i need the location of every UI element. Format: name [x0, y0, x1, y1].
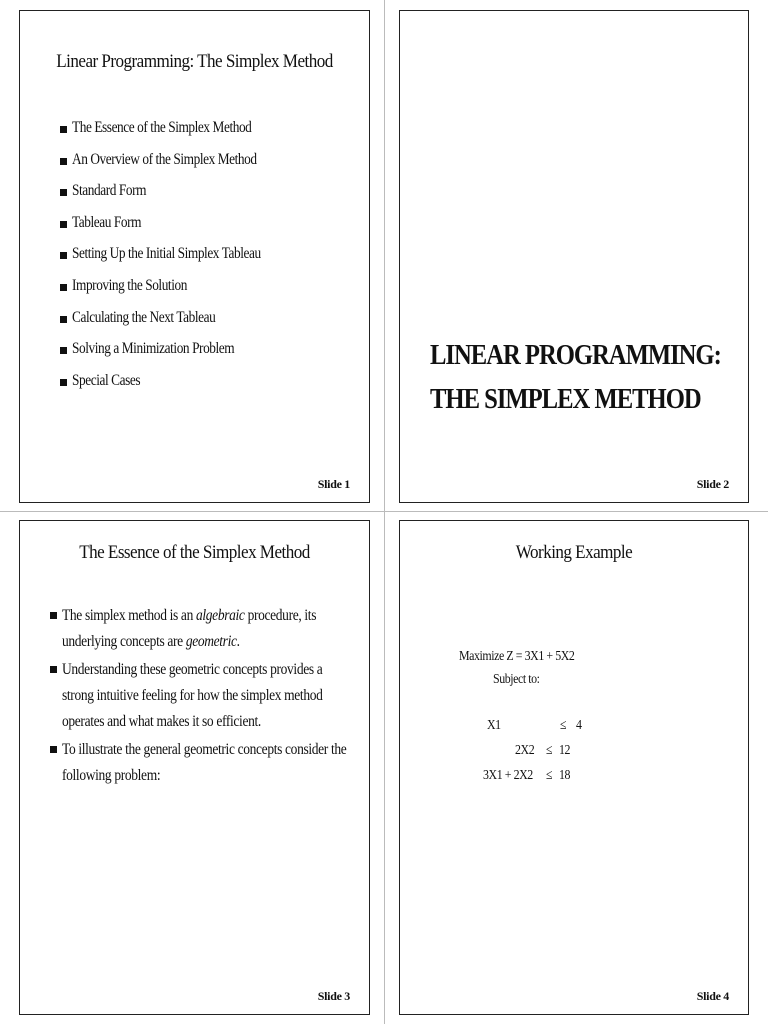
list-item: Calculating the Next Tableau	[60, 309, 360, 341]
slide-3-bullet-list	[50, 603, 350, 791]
bullet-square-icon	[50, 746, 57, 753]
list-item: Special Cases	[60, 372, 360, 404]
bullet-square-icon	[60, 221, 67, 228]
constraint-2-rhs: 12	[559, 743, 571, 758]
list-item: An Overview of the Simplex Method	[60, 151, 360, 183]
list-item: Tableau Form	[60, 214, 360, 246]
list-item: Standard Form	[60, 182, 360, 214]
slide-1	[19, 10, 370, 503]
slide-4	[399, 520, 749, 1015]
slide-2	[399, 10, 749, 503]
subject-to-label: Subject to:	[493, 672, 540, 687]
page-divider-horizontal	[0, 511, 768, 512]
bullet-square-icon	[60, 158, 67, 165]
constraint-2-lhs: 2X2	[515, 743, 535, 758]
objective-function: Maximize Z = 3X1 + 5X2	[459, 649, 575, 664]
slide-3-number: Slide 3	[317, 989, 350, 1003]
constraint-1-lhs: X1	[487, 718, 501, 733]
slide-1-title: Linear Programming: The Simplex Method	[56, 51, 333, 72]
list-item: The simplex method is an algebraic procedure, its underlying concepts are geometric.	[50, 603, 350, 655]
bullet-square-icon	[50, 612, 57, 619]
bullet-square-icon	[60, 284, 67, 291]
slide-2-title-line-1: LINEAR PROGRAMMING:	[430, 339, 721, 371]
slide-3-title: The Essence of the Simplex Method	[79, 542, 310, 563]
bullet-square-icon	[60, 347, 67, 354]
slide-2-number: Slide 2	[696, 477, 729, 491]
list-item: Improving the Solution	[60, 277, 360, 309]
page-divider-vertical	[384, 0, 385, 1024]
slide-4-number: Slide 4	[696, 989, 729, 1003]
constraint-2-op: ≤	[546, 743, 553, 758]
list-item: Understanding these geometric concepts provides a strong intuitive feeling for how the simplex method operates and what makes it so efficient.	[50, 657, 350, 735]
bullet-square-icon	[50, 666, 57, 673]
list-item: The Essence of the Simplex Method	[60, 119, 360, 151]
constraint-3-lhs: 3X1 + 2X2	[483, 768, 533, 783]
slide-2-title	[430, 333, 768, 421]
constraint-1-op: ≤	[560, 718, 567, 733]
bullet-square-icon	[60, 126, 67, 133]
slide-1-number: Slide 1	[317, 477, 350, 491]
list-item: Solving a Minimization Problem	[60, 340, 360, 372]
bullet-square-icon	[60, 379, 67, 386]
constraint-3-rhs: 18	[559, 768, 571, 783]
constraint-1-rhs: 4	[576, 718, 582, 733]
slide-3	[19, 520, 370, 1015]
list-item: To illustrate the general geometric concepts consider the following problem:	[50, 737, 350, 789]
bullet-square-icon	[60, 316, 67, 323]
constraint-3-op: ≤	[546, 768, 553, 783]
list-item: Setting Up the Initial Simplex Tableau	[60, 245, 360, 277]
bullet-square-icon	[60, 252, 67, 259]
slide-2-title-line-2: THE SIMPLEX METHOD	[430, 383, 701, 415]
slide-1-bullet-list	[60, 119, 360, 403]
bullet-square-icon	[60, 189, 67, 196]
slide-4-title: Working Example	[515, 542, 633, 563]
